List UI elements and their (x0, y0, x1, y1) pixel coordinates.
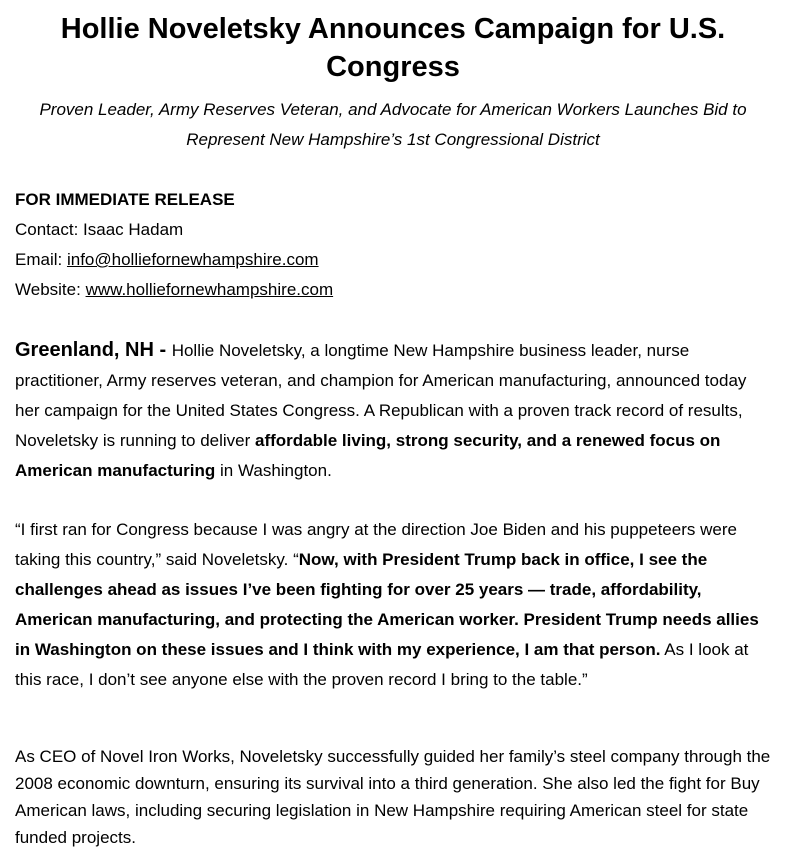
intro-bold: affordable living, strong security, and a renewed focus on American manufacturing (15, 431, 721, 480)
paragraph-ceo (15, 743, 775, 851)
quote-text-2: As I look at this race, I don’t see anyone else with the proven record I bring to the table.” (15, 640, 749, 689)
contact-name: Isaac Hadam (83, 220, 184, 239)
website-line (15, 275, 333, 305)
email-link[interactable]: info@holliefornewhampshire.com (66, 250, 319, 269)
dateline: Greenland, NH - (15, 339, 172, 361)
contact-label: Contact: (15, 220, 84, 239)
paragraph-quote (15, 515, 775, 695)
release-info (15, 185, 333, 305)
quote-bold: Now, with President Trump back in office, I see the challenges ahead as issues I’ve been fighting for over 25 years — trade, affordability, American manufacturing, and protecting the American worker. President Trump needs allies in Washington on these issues and I think with my experience, I am that person. (15, 550, 759, 659)
email-label: Email: (15, 250, 67, 269)
intro-text-2: in Washington. (215, 461, 332, 480)
ceo-text: As CEO of Novel Iron Works, Noveletsky successfully guided her family’s steel company through the 2008 economic downturn, ensuring its survival into a third generation. She also led the fight for Buy American laws, including securing legislation in New Hampshire requiring American steel for state funded projects. (15, 747, 771, 847)
contact-line (15, 215, 333, 245)
website-label: Website: (15, 280, 86, 299)
website-link[interactable]: www.holliefornewhampshire.com (85, 280, 334, 299)
immediate-release-label: FOR IMMEDIATE RELEASE (15, 190, 235, 209)
headline: Hollie Noveletsky Announces Campaign for U.S. Congress (60, 13, 726, 83)
intro-text-1: Hollie Noveletsky, a longtime New Hampshire business leader, nurse practitioner, Army reserves veteran, and champion for American manufacturing, announced today her campaign for the United States Congress. A Republican with a proven track record of results, Noveletsky is running to deliver (15, 341, 747, 450)
email-line (15, 245, 333, 275)
subtitle: Proven Leader, Army Reserves Veteran, and Advocate for American Workers Launches Bid to Represent New Hampshire’s 1st Congressional District (39, 100, 747, 149)
paragraph-intro (15, 335, 775, 486)
quote-text-1: “I first ran for Congress because I was angry at the direction Joe Biden and his puppeteers were taking this country,” said Noveletsky. “ (15, 520, 737, 569)
